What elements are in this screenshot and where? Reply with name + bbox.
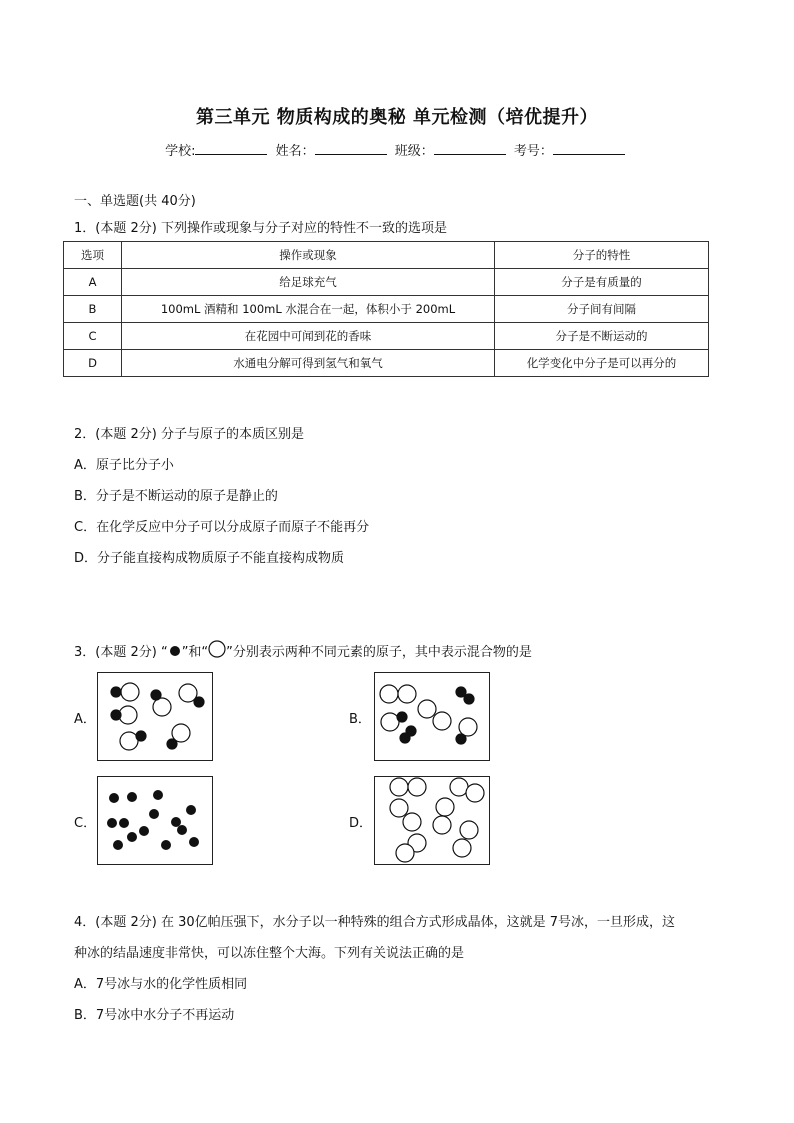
filled-atom-icon: [168, 644, 182, 658]
student-info-line: [0, 140, 794, 159]
header-operation: 操作或现象: [122, 242, 495, 269]
exam-no-label: 考号：: [513, 144, 553, 159]
class-blank[interactable]: [434, 142, 506, 155]
q3-stem-prefix: 3．(本题 2分) “: [74, 645, 168, 660]
row-property: 化学变化中分子是可以再分的: [495, 350, 709, 377]
exam-no-blank[interactable]: [553, 142, 625, 155]
q3-figure-a[interactable]: [97, 672, 213, 761]
q2-option-a[interactable]: A．原子比分子小: [74, 458, 174, 473]
q2-option-d[interactable]: D．分子能直接构成物质原子不能直接构成物质: [74, 551, 345, 566]
school-blank[interactable]: [195, 142, 267, 155]
name-label: 姓名：: [275, 144, 315, 159]
table-header-row: [64, 242, 709, 269]
row-option: B: [64, 296, 122, 323]
q4-option-b[interactable]: B．7号冰中水分子不再运动: [74, 1008, 235, 1023]
figure-a-diagram: [98, 673, 212, 760]
hollow-atom-icon: [208, 640, 226, 658]
row-operation: 水通电分解可得到氢气和氧气: [122, 350, 495, 377]
q3-stem: [74, 640, 532, 660]
figure-d-diagram: [375, 777, 489, 864]
header-option: 选项: [64, 242, 122, 269]
row-option: A: [64, 269, 122, 296]
figure-c-diagram: [98, 777, 212, 864]
q1-table: [63, 241, 709, 377]
row-option: D: [64, 350, 122, 377]
q2-option-c[interactable]: C．在化学反应中分子可以分成原子而原子不能再分: [74, 520, 370, 535]
q3-figure-b[interactable]: [374, 672, 490, 761]
row-property: 分子间有间隔: [495, 296, 709, 323]
page-title: 第三单元 物质构成的奥秘 单元检测（培优提升）: [195, 107, 599, 128]
table-row: [64, 323, 709, 350]
school-label: 学校:: [165, 144, 196, 159]
q4-stem-line1: 4．(本题 2分) 在 30亿帕压强下，水分子以一种特殊的组合方式形成晶体，这就是 7号冰，一旦形成，这: [74, 915, 676, 930]
figure-b-diagram: [375, 673, 489, 760]
q1-stem: 1．(本题 2分) 下列操作或现象与分子对应的特性不一致的选项是: [74, 221, 447, 236]
row-operation: 100mL 酒精和 100mL 水混合在一起，体积小于 200mL: [122, 296, 495, 323]
q3-option-d-label[interactable]: D．: [349, 816, 373, 831]
q2-stem: 2．(本题 2分) 分子与原子的本质区别是: [74, 427, 304, 442]
section-heading: 一、单选题(共 40分): [74, 194, 196, 209]
row-property: 分子是不断运动的: [495, 323, 709, 350]
q3-option-b-label[interactable]: B．: [349, 712, 371, 727]
row-option: C: [64, 323, 122, 350]
header-property: 分子的特性: [495, 242, 709, 269]
table-row: [64, 350, 709, 377]
q3-stem-suffix: ”分别表示两种不同元素的原子，其中表示混合物的是: [226, 645, 532, 660]
table-row: [64, 296, 709, 323]
name-blank[interactable]: [315, 142, 387, 155]
q3-figure-d[interactable]: [374, 776, 490, 865]
q3-option-a-label[interactable]: A．: [74, 712, 96, 727]
row-operation: 在花园中可闻到花的香味: [122, 323, 495, 350]
row-operation: 给足球充气: [122, 269, 495, 296]
table-row: [64, 269, 709, 296]
q3-figure-c[interactable]: [97, 776, 213, 865]
q4-option-a[interactable]: A．7号冰与水的化学性质相同: [74, 977, 248, 992]
q4-stem-line2: 种冰的结晶速度非常快，可以冻住整个大海。下列有关说法正确的是: [74, 946, 465, 961]
q3-stem-middle: ”和“: [181, 645, 209, 660]
q2-option-b[interactable]: B．分子是不断运动的原子是静止的: [74, 489, 278, 504]
class-label: 班级：: [394, 144, 434, 159]
row-property: 分子是有质量的: [495, 269, 709, 296]
q3-option-c-label[interactable]: C．: [74, 816, 97, 831]
